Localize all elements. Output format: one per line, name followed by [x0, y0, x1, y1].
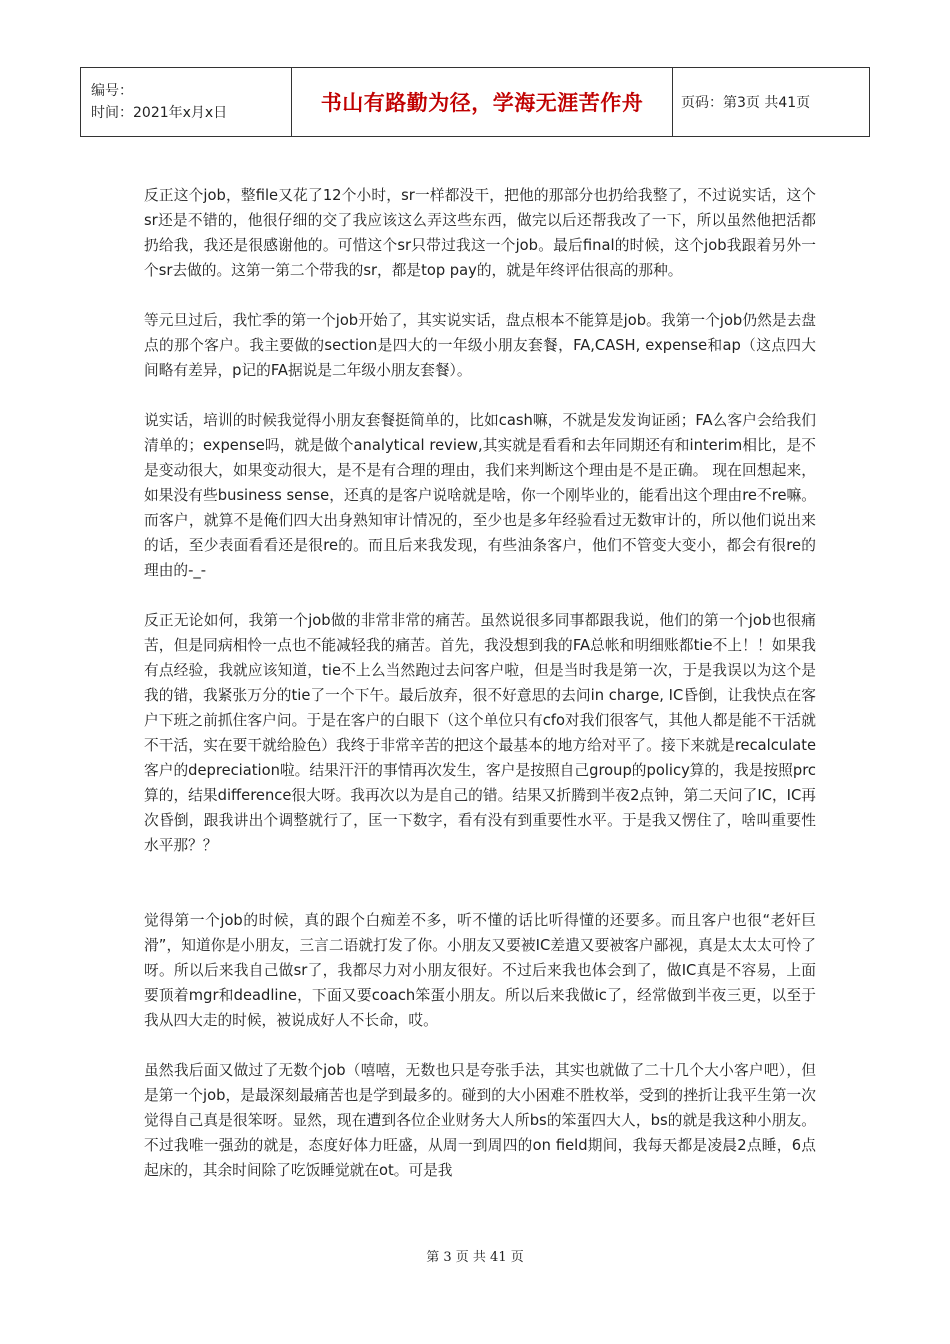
motto: 书山有路勤为径，学海无涯苦作舟	[320, 91, 644, 115]
number-label: 编号：	[91, 83, 133, 99]
paragraph-3: 说实话，培训的时候我觉得小朋友套餐挺简单的，比如cash嘛，不就是发发询证函；FA么客户会给我们清单的；expense吗，就是做个analytical review,其实就是看看和去年同期还有和interim相比，是不是变动很大，如果变动很大，是不是有合理的理由，我们来判断这个理由是不是正确。 现在回想起来，如果没有些business sense，还真的是客户说啥就是啥，你一个刚毕业的，能看出这个理由re不re嘛。而客户，就算不是俺们四大出身熟知审计情况的，至少也是多年经验看过无数审计的，所以他们说出来的话，至少表面看看还是很re的。而且后来我发现，有些油条客户，他们不管变大变小，都会有很re的理由的-_-	[144, 412, 816, 579]
header-page-info	[673, 68, 870, 137]
paragraph-2: 等元旦过后，我忙季的第一个job开始了，其实说实话，盘点根本不能算是job。我第一个job仍然是去盘点的那个客户。我主要做的section是四大的一年级小朋友套餐，FA,CASH, expense和ap（这点四大间略有差异，p记的FA据说是二年级小朋友套餐）。	[144, 312, 816, 379]
page-info: 页码：第3页 共41页	[681, 95, 811, 111]
paragraph-4: 反正无论如何，我第一个job做的非常非常的痛苦。虽然说很多同事都跟我说，他们的第一个job也很痛苦，但是同病相怜一点也不能减轻我的痛苦。首先，我没想到我的FA总帐和明细账都tie不上！！如果我有点经验，我就应该知道，tie不上么当然跑过去问客户啦，但是当时我是第一次，于是我误以为这个是我的错，我紧张万分的tie了一个下午。最后放弃，很不好意思的去问in charge, IC昏倒，让我快点在客户下班之前抓住客户问。于是在客户的白眼下（这个单位只有cfo对我们很客气，其他人都是能不干活就不干活，实在要干就给脸色）我终于非常辛苦的把这个最基本的地方给对平了。接下来就是recalculate客户的depreciation啦。结果汗汗的事情再次发生，客户是按照自己group的policy算的，我是按照prc算的，结果difference很大呀。我再次以为是自己的错。结果又折腾到半夜2点钟，第二天问了IC，IC再次昏倒，跟我讲出个调整就行了，匡一下数字，看有没有到重要性水平。于是我又愣住了，啥叫重要性水平那？？	[144, 612, 816, 854]
paragraph-6: 虽然我后面又做过了无数个job（嘻嘻，无数也只是夸张手法，其实也就做了二十几个大小客户吧），但是第一个job，是最深刻最痛苦也是学到最多的。碰到的大小困难不胜枚举，受到的挫折让我平生第一次觉得自己真是很笨呀。显然，现在遭到各位企业财务大人所bs的笨蛋四大人，bs的就是我这种小朋友。不过我唯一强劲的就是，态度好体力旺盛，从周一到周四的on field期间，我每天都是凌晨2点睡，6点起床的，其余时间除了吃饭睡觉就在ot。可是我	[144, 1062, 816, 1179]
paragraph-1: 反正这个job，整file又花了12个小时，sr一样都没干，把他的那部分也扔给我整了，不过说实话，这个sr还是不错的，他很仔细的交了我应该这么弄这些东西，做完以后还帮我改了一下，所以虽然他把活都扔给我，我还是很感谢他的。可惜这个sr只带过我这一个job。最后final的时候，这个job我跟着另外一个sr去做的。这第一第二个带我的sr，都是top pay的，就是年终评估很高的那种。	[144, 187, 816, 279]
header-motto-cell	[292, 68, 673, 137]
time-label: 时间：2021年x月x日	[91, 105, 228, 121]
header-meta	[81, 68, 292, 137]
page-footer: 第 3 页 共 41 页	[426, 1250, 524, 1265]
body-text	[144, 183, 816, 1208]
document-header	[80, 67, 870, 137]
paragraph-5: 觉得第一个job的时候，真的跟个白痴差不多，听不懂的话比听得懂的还要多。而且客户也很“老奸巨滑”，知道你是小朋友，三言二语就打发了你。小朋友又要被IC差遣又要被客户鄙视，真是太太太可怜了呀。所以后来我自己做sr了，我都尽力对小朋友很好。不过后来我也体会到了，做IC真是不容易，上面要顶着mgr和deadline，下面又要coach笨蛋小朋友。所以后来我做ic了，经常做到半夜三更，以至于我从四大走的时候，被说成好人不长命，哎。	[144, 912, 816, 1029]
